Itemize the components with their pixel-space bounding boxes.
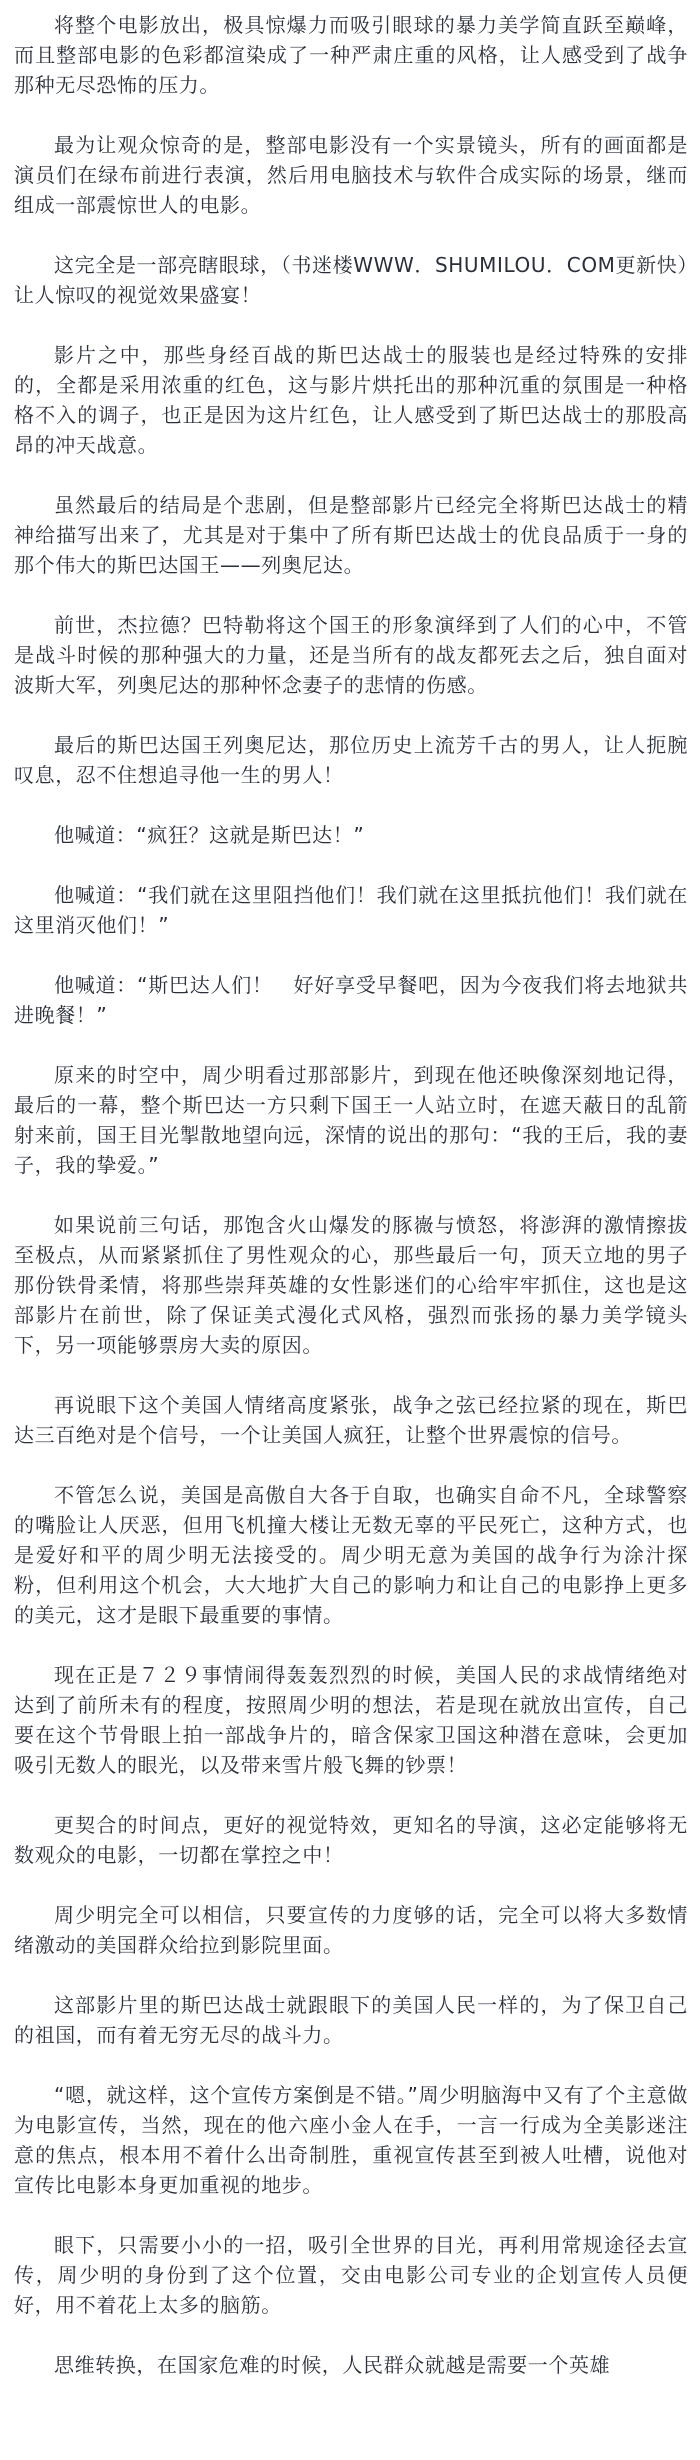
paragraph: 这完全是一部亮瞎眼球，（书迷楼WWW．SHUMILOU．COM更新快）让人惊叹的视觉效果盛宴！: [14, 253, 688, 307]
paragraph: 思维转换，在国家危难的时候，人民群众就越是需要一个英雄: [54, 2353, 611, 2377]
paragraph: 最为让观众惊奇的是，整部电影没有一个实景镜头，所有的画面都是演员们在绿布前进行表演，然后用电脑技术与软件合成实际的场景，继而组成一部震惊世人的电影。: [14, 133, 688, 217]
paragraph: 不管怎么说，美国是高傲自大各于自取，也确实自命不凡，全球警察的嘴脸让人厌恶，但用飞机撞大楼让无数无辜的平民死亡，这种方式，也是爱好和平的周少明无法接受的。周少明无意为美国的战争行为涂汁探粉，但利用这个机会，大大地扩大自己的影响力和让自己的电影挣上更多的美元，这才是眼下最重要的事情。: [14, 1483, 688, 1627]
paragraph: 他喊道：“斯巴达人们！ 好好享受早餐吧，因为今夜我们将去地狱共进晚餐！”: [14, 973, 688, 1027]
paragraph: 再说眼下这个美国人情绪高度紧张，战争之弦已经拉紧的现在，斯巴达三百绝对是个信号，一个让美国人疯狂，让整个世界震惊的信号。: [14, 1393, 688, 1447]
paragraph: 他喊道：“我们就在这里阻挡他们！我们就在这里抵抗他们！我们就在这里消灭他们！”: [14, 883, 688, 937]
paragraph: 更契合的时间点，更好的视觉特效，更知名的导演，这必定能够将无数观众的电影，一切都在掌控之中！: [14, 1813, 688, 1867]
paragraph: 最后的斯巴达国王列奥尼达，那位历史上流芳千古的男人，让人扼腕叹息，忍不住想追寻他一生的男人！: [14, 733, 688, 787]
paragraph: 虽然最后的结局是个悲剧，但是整部影片已经完全将斯巴达战士的精神给描写出来了，尤其是对于集中了所有斯巴达战士的优良品质于一身的那个伟大的斯巴达国王——列奥尼达。: [14, 493, 688, 577]
paragraph: 前世，杰拉德？巴特勒将这个国王的形象演绎到了人们的心中，不管是战斗时候的那种强大的力量，还是当所有的战友都死去之后，独自面对波斯大军，列奥尼达的那种怀念妻子的悲情的伤感。: [14, 613, 688, 697]
paragraph: 周少明完全可以相信，只要宣传的力度够的话，完全可以将大多数情绪激动的美国群众给拉到影院里面。: [14, 1903, 688, 1957]
paragraph: 他喊道：“疯狂？这就是斯巴达！”: [54, 823, 365, 847]
paragraph: 现在正是７２９事情闹得轰轰烈烈的时候，美国人民的求战情绪绝对达到了前所未有的程度，按照周少明的想法，若是现在就放出宣传，自己要在这个节骨眼上拍一部战争片的，暗含保家卫国这种潜在意味，会更加吸引无数人的眼光，以及带来雪片般飞舞的钞票！: [14, 1663, 688, 1777]
paragraph: 如果说前三句话，那饱含火山爆发的豚嶶与愤怒，将澎湃的激情擦拔至极点，从而紧紧抓住了男性观众的心，那些最后一句，顶天立地的男子那份铁骨柔情，将那些崇拜英雄的女性影迷们的心给牢牢抓住，这也是这部影片在前世，除了保证美式漫化式风格，强烈而张扬的暴力美学镜头下，另一项能够票房大卖的原因。: [14, 1213, 688, 1357]
paragraph: 影片之中，那些身经百战的斯巴达战士的服装也是经过特殊的安排的，全都是采用浓重的红色，这与影片烘托出的那种沉重的氛围是一种格格不入的调子，也正是因为这片红色，让人感受到了斯巴达战士的那股高昂的冲天战意。: [14, 343, 688, 457]
paragraph: 眼下，只需要小小的一招，吸引全世界的目光，再利用常规途径去宣传，周少明的身份到了这个位置，交由电影公司专业的企划宣传人员便好，用不着花上太多的脑筋。: [14, 2233, 688, 2317]
paragraph: 原来的时空中，周少明看过那部影片，到现在他还映像深刻地记得，最后的一幕，整个斯巴达一方只剩下国王一人站立时，在遮天蔽日的乱箭射来前，国王目光掣散地望向远，深情的说出的那句：“我的王后，我的妻子，我的挚爱。”: [14, 1063, 688, 1177]
paragraph: 将整个电影放出，极具惊爆力而吸引眼球的暴力美学简直跃至巅峰，而且整部电影的色彩都渲染成了一种严肃庄重的风格，让人感受到了战争那种无尽恐怖的压力。: [14, 13, 688, 97]
paragraph: 这部影片里的斯巴达战士就跟眼下的美国人民一样的，为了保卫自己的祖国，而有着无穷无尽的战斗力。: [14, 1993, 688, 2047]
paragraph: “嗯，就这样，这个宣传方案倒是不错。”周少明脑海中又有了个主意做为电影宣传，当然，现在的他六座小金人在手，一言一行成为全美影迷注意的焦点，根本用不着什么出奇制胜，重视宣传甚至到被人吐槽，说他对宣传比电影本身更加重视的地步。: [14, 2083, 688, 2197]
